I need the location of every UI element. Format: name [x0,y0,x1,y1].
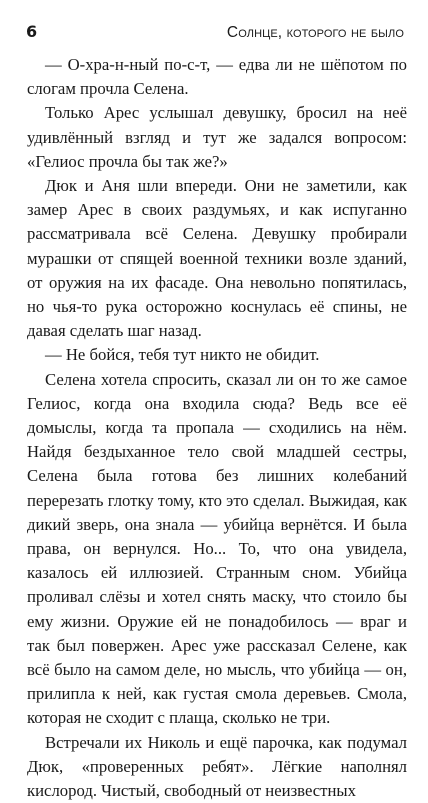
book-title: Солнце, которого не было [226,24,404,41]
paragraph: Дюк и Аня шли впереди. Они не заметили, как замер Арес в своих раздумьях, и как испуганно рассматривала всё Селена. Девушку пробирали мурашки от спящей военной техники возле зданий, от оружия на их фасаде. Она невольно попятилась, но чья-то рука осторожно коснулась её спины, не давая сделать шаг назад. [27,176,407,341]
paragraph: Только Арес услышал девушку, бросил на неё удивлённый взгляд и тут же задался вопросом: «Гелиос прочла бы так же?» [27,103,407,171]
paragraph: Селена хотела спросить, сказал ли он то же самое Гелиос, когда она входила сюда? Ведь все её домыслы, когда та пропала — сходились на нём. Найдя бездыханное тело свой младшей сестры, Селена была готова без лишних колебаний перерезать глотку тому, кто это сделал. Выжидая, как дикий зверь, она знала — убийца вернётся. И была права, он вернулся. Но... То, что она увидела, казалось ей иллюзией. Странным сном. Убийца проливал слёзы и хотел снять маску, что стоило бы ему жизни. Оружие ей не понадобилось — враг и так был повержен. Арес уже рассказал Селене, как всё было на самом деле, но мысль, что убийца — он, прилипла к ней, как густая смола деревьев. Смола, которая не сходит с плаща, сколько не три. [27,369,407,728]
paragraph: — О-хра-н-ный по-с-т, — едва ли не шёпотом по слогам прочла Селена. [27,55,407,99]
running-head [26,22,404,46]
paragraph: Встречали их Николь и ещё парочка, как подумал Дюк, «проверенных ребят». Лёгкие наполнял кислород. Чистый, свободный от неизвестных [27,732,407,801]
page-number: 6 [26,22,38,41]
body-text [27,53,407,803]
paragraph: — Не бойся, тебя тут никто не обидит. [45,345,320,365]
